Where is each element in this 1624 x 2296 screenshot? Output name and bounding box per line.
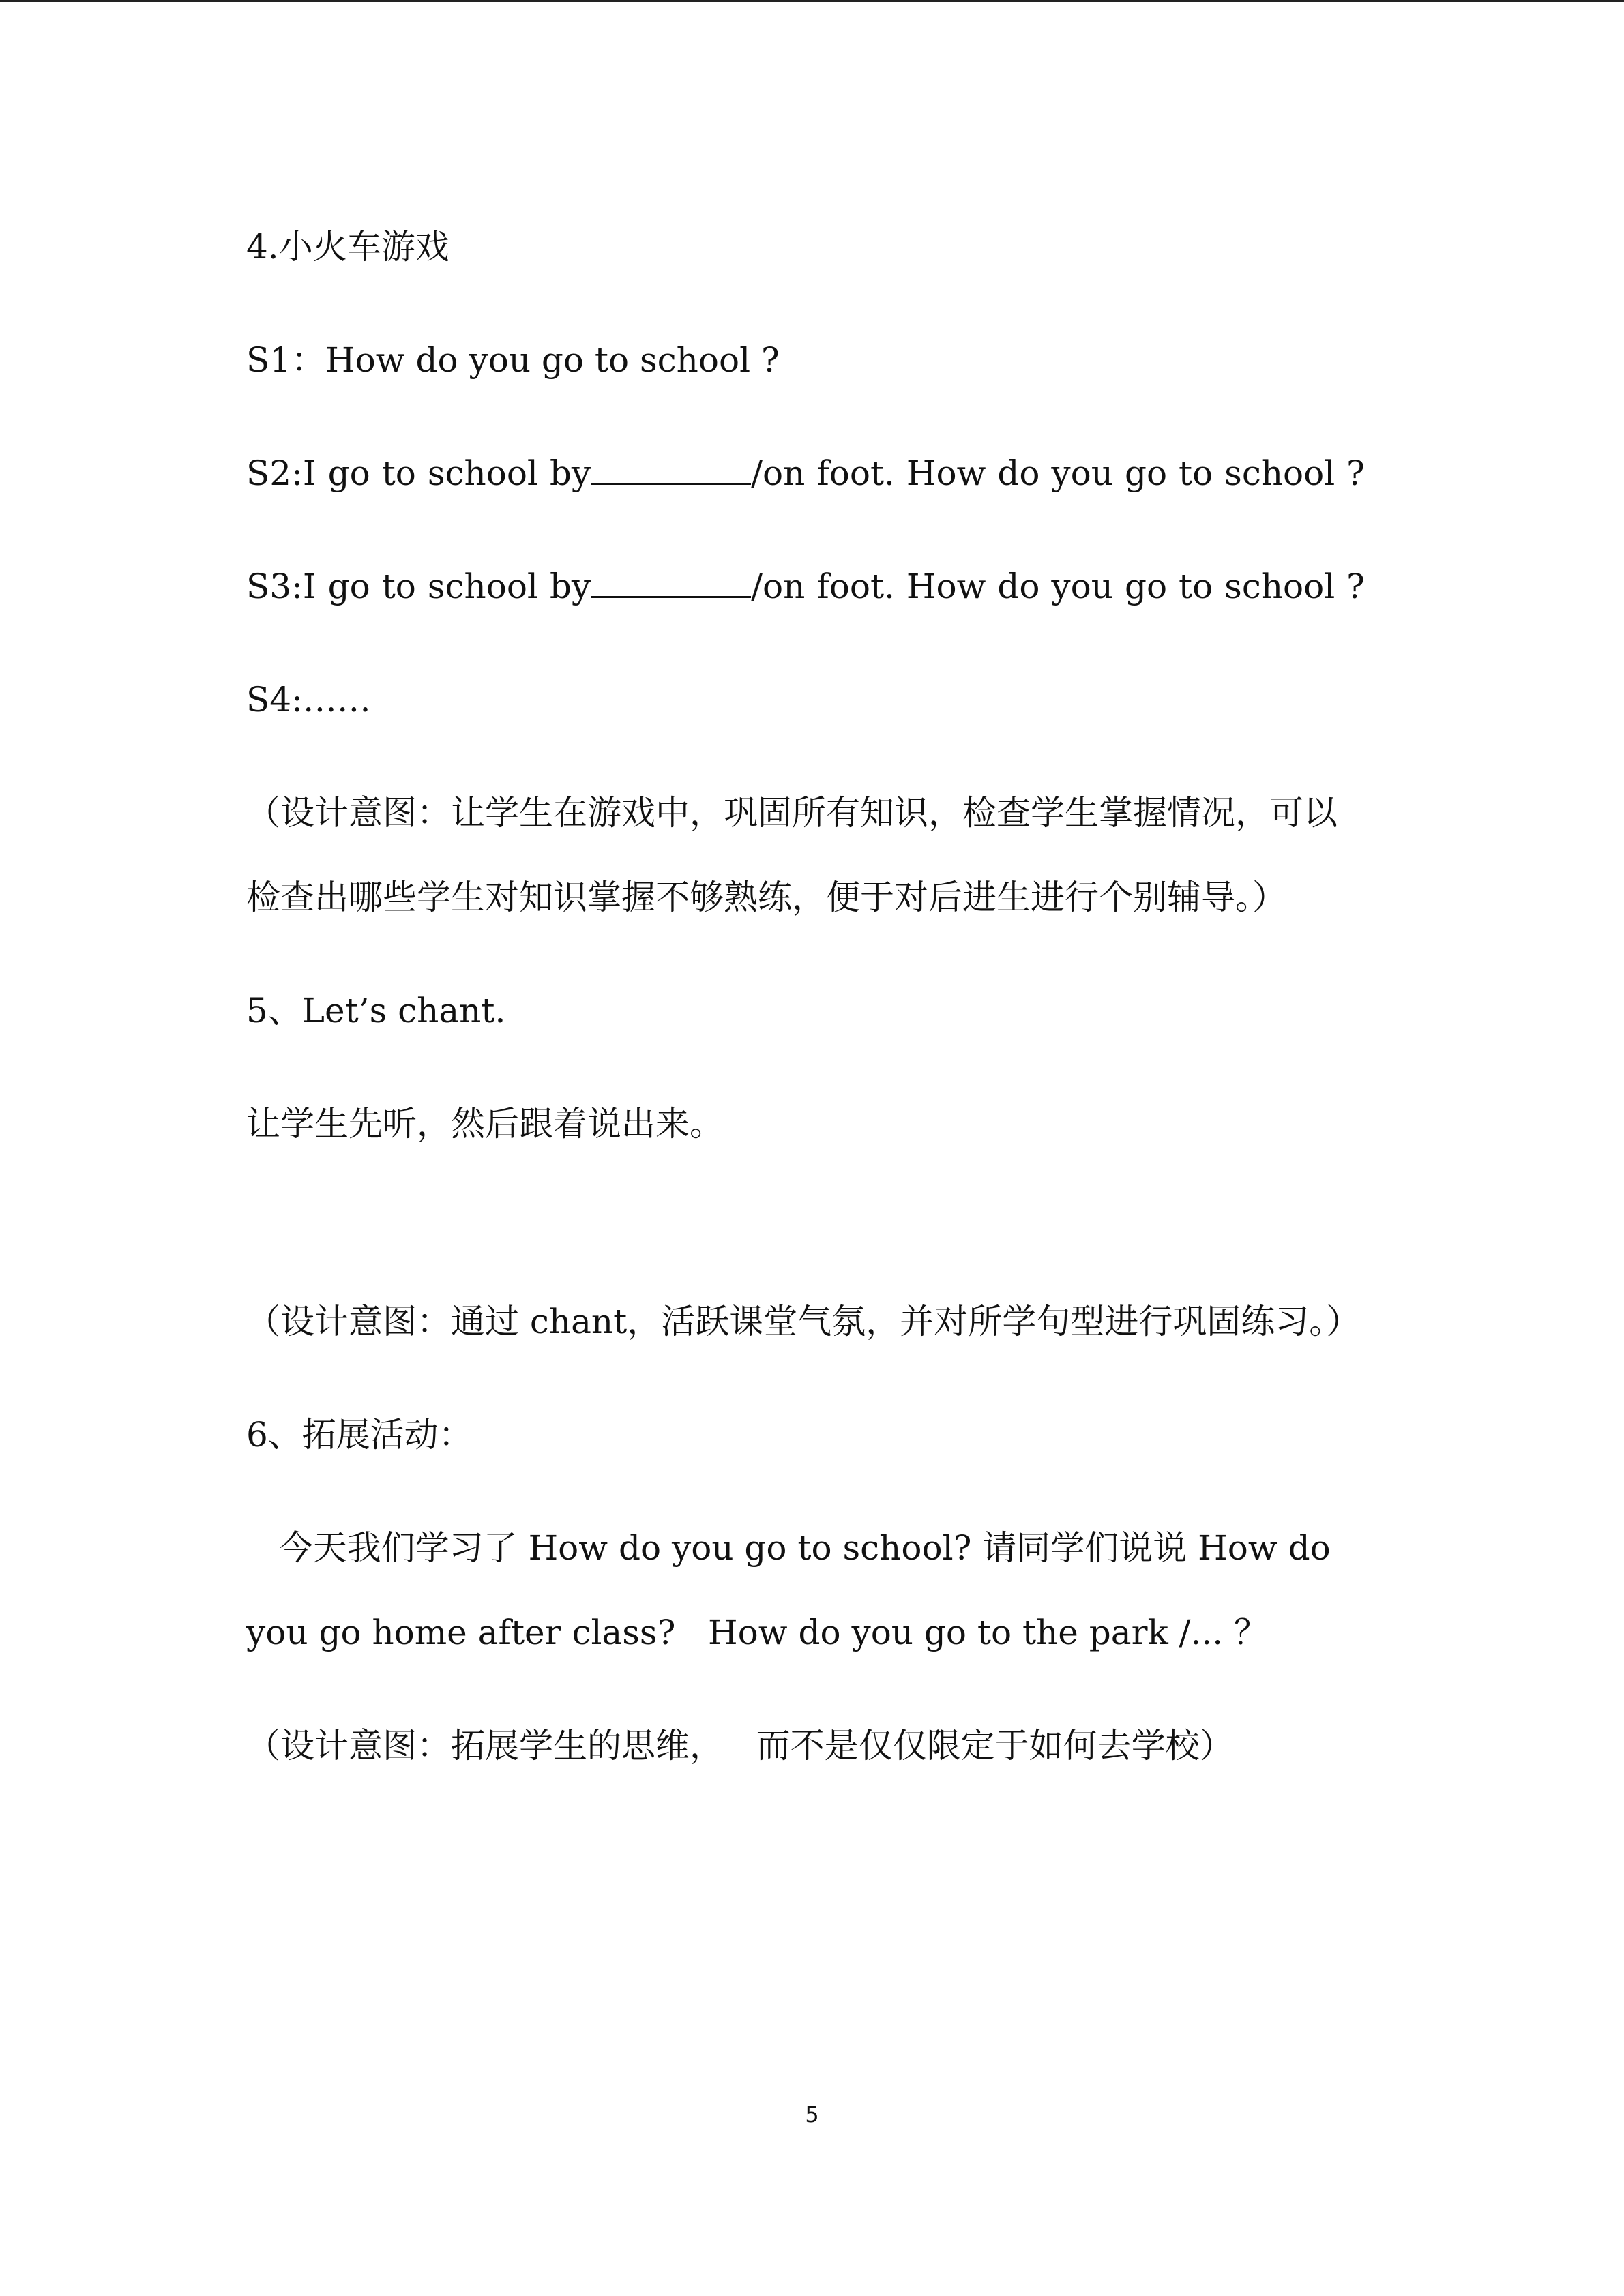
dialogue-line-s2 xyxy=(246,431,1365,516)
section-6-text: 今天我们学习了 How do you go to school? 请同学们说说 How do you go home after class? How do you go to the park /... ？ xyxy=(246,1528,1342,1652)
document-page xyxy=(246,205,1365,1817)
section-4-title: 4.小火车游戏 xyxy=(246,227,449,267)
section-5-title: 5、Let’s chant. xyxy=(246,991,506,1030)
dialogue-s3-end: /on foot. How do you go to school ? xyxy=(751,567,1365,606)
dialogue-line-s4: S4:…… xyxy=(246,680,371,719)
design-intent-3: （设计意图：拓展学生的思维， 而不是仅仅限定于如何去学校） xyxy=(246,1726,1234,1765)
design-intent-1: （设计意图：让学生在游戏中，巩固所有知识，检查学生掌握情况，可以检查出哪些学生对知识掌握不够熟练，便于对后进生进行个别辅导。） xyxy=(246,793,1338,917)
section-6-title: 6、拓展活动： xyxy=(246,1415,473,1455)
dialogue-s3-start: S3:I go to school by xyxy=(246,567,591,606)
top-border-line xyxy=(0,0,1624,2)
dialogue-s2-start: S2:I go to school by xyxy=(246,453,591,493)
dialogue-line-s1: S1：How do you go to school ? xyxy=(246,340,780,380)
dialogue-s2-end: /on foot. How do you go to school ? xyxy=(751,453,1365,493)
design-intent-2: （设计意图：通过 chant，活跃课堂气氛，并对所学句型进行巩固练习。） xyxy=(246,1217,1361,1341)
fill-in-blank xyxy=(591,449,751,485)
dialogue-line-s3 xyxy=(246,544,1365,629)
page-number: 5 xyxy=(805,2102,819,2128)
fill-in-blank xyxy=(591,562,751,598)
section-5-text: 让学生先听，然后跟着说出来。 xyxy=(246,1104,724,1144)
